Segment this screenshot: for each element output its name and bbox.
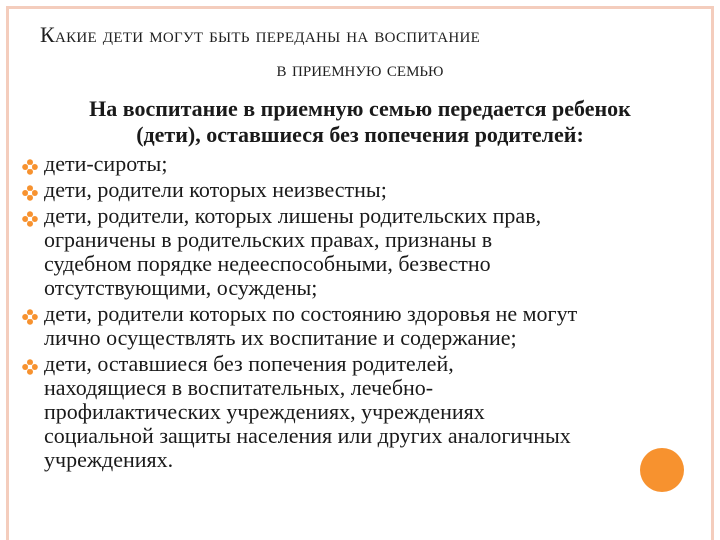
list-item: [0, 204, 700, 300]
list-item-line: находящиеся в воспитательных, лечебно-: [44, 375, 434, 400]
list-item-line: профилактических учреждениях, учреждениях: [44, 399, 485, 424]
list-item: [0, 352, 700, 472]
lead-paragraph: [20, 96, 700, 148]
list-item: [0, 178, 700, 202]
lead-line-2: (дети), оставшиеся без попечения родителей:: [136, 122, 584, 147]
list-item-line: дети, оставшиеся без попечения родителей,: [44, 351, 454, 376]
list-item-line: дети, родители которых по состоянию здоровья не могут: [44, 301, 578, 326]
list-item-line: социальной защиты населения или других аналогичных: [44, 423, 571, 448]
flower-bullet-icon: [22, 182, 38, 198]
list-item-line: ограничены в родительских правах, признаны в: [44, 227, 493, 252]
frame-top-border: [6, 6, 714, 9]
list-item-line: дети-сироты;: [44, 151, 168, 176]
slide-title-line-1: Какие дети могут быть переданы на воспитание: [40, 22, 481, 47]
list-item-line: учреждениях.: [44, 447, 174, 472]
lead-line-1: На воспитание в приемную семью передается ребенок: [89, 96, 631, 121]
slide-title-line-2: в приемную семью: [276, 56, 444, 81]
bullet-list: [0, 152, 700, 474]
flower-bullet-icon: [22, 156, 38, 172]
orange-circle-icon: [640, 448, 684, 492]
flower-bullet-icon: [22, 306, 38, 322]
list-item-line: лично осуществлять их воспитание и содержание;: [44, 325, 517, 350]
list-item: [0, 302, 700, 350]
list-item-line: отсутствующими, осуждены;: [44, 275, 318, 300]
list-item-line: дети, родители, которых лишены родительских прав,: [44, 203, 542, 228]
flower-bullet-icon: [22, 208, 38, 224]
list-item-line: судебном порядке недееспособными, безвестно: [44, 251, 491, 276]
list-item-line: дети, родители которых неизвестны;: [44, 177, 387, 202]
flower-bullet-icon: [22, 356, 38, 372]
list-item: [0, 152, 700, 176]
frame-right-border: [711, 6, 714, 540]
